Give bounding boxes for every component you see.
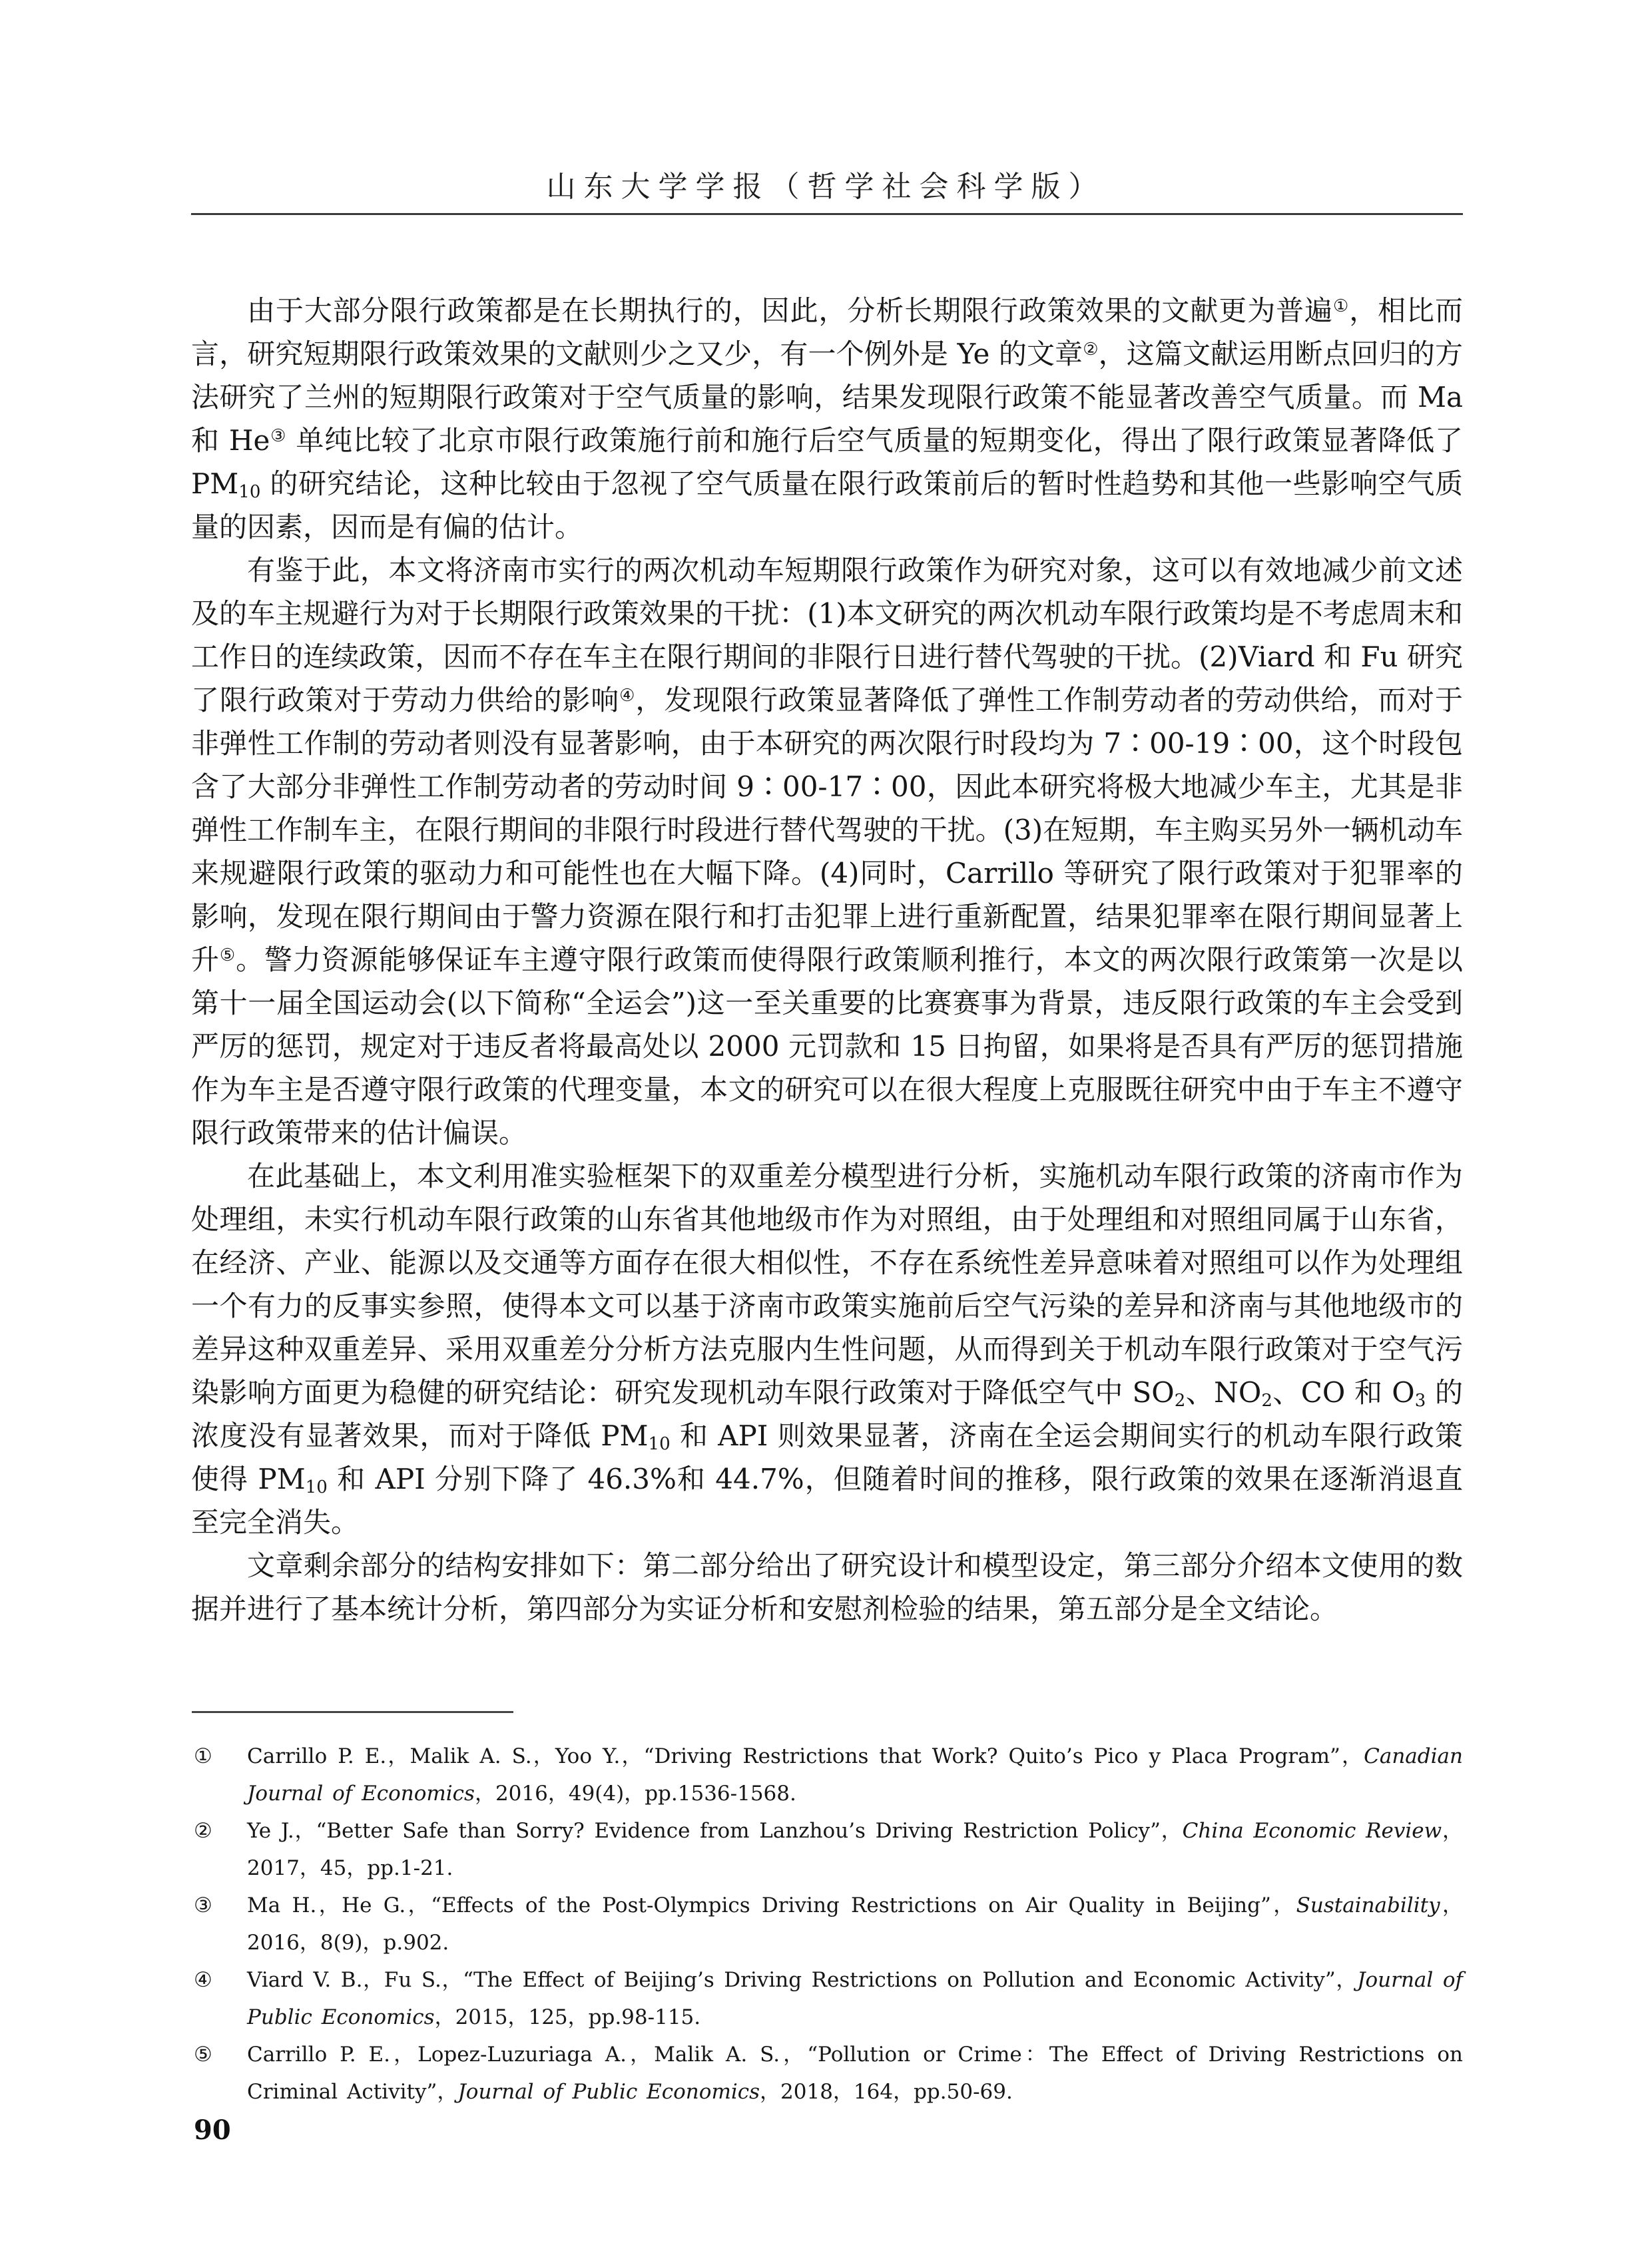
footnote-marker: ⑤: [194, 2043, 212, 2067]
footnote-text: Carrillo P. E.，Lopez-Luzuriaga A.，Malik A. S.，“Pollution or Crime：The Effect of Driving Restrictions on Criminal Activity”，Journal of Public Economics，2018，164，pp.50-69.: [247, 2043, 1463, 2104]
footnote-text: Viard V. B.，Fu S.，“The Effect of Beijing’s Driving Restrictions on Pollution and Economic Activity”，Journal of Public Economics，2015，125，pp.98-115.: [247, 1968, 1463, 2029]
paragraph-4: 文章剩余部分的结构安排如下：第二部分给出了研究设计和模型设定，第三部分介绍本文使用的数据并进行了基本统计分析，第四部分为实证分析和安慰剂检验的结果，第五部分是全文结论。: [191, 1549, 1463, 1625]
footnote-marker: ②: [194, 1819, 212, 1843]
footnote-marker: ④: [194, 1968, 212, 1992]
footnote-text: Ma H.，He G.，“Effects of the Post-Olympics Driving Restrictions on Air Quality in Beijing”，Sustainability，2016，8(9)，p.902.: [247, 1893, 1464, 1955]
paragraph-3: 在此基础上，本文利用准实验框架下的双重差分模型进行分析，实施机动车限行政策的济南市作为处理组，未实行机动车限行政策的山东省其他地级市作为对照组，由于处理组和对照组同属于山东省，在经济、产业、能源以及交通等方面存在很大相似性，不存在系统性差异意味着对照组可以作为处理组一个有力的反事实参照，使得本文可以基于济南市政策实施前后空气污染的差异和济南与其他地级市的差异这种双重差异、采用双重差分分析方法克服内生性问题，从而得到关于机动车限行政策对于空气污染影响方面更为稳健的研究结论：研究发现机动车限行政策对于降低空气中 $SO_2$、$NO_2$、CO 和 $O_3$ 的浓度没有显著效果，而对于降低 $PM_{10}$ 和 API 则效果显著，济南在全运会期间实行的机动车限行政策使得 $PM_{10}$ 和 API 分别下降了 46.3%和 44.7%，但随着时间的推移，限行政策的效果在逐渐消退直至完全消失。: [191, 1160, 1464, 1539]
footnote-text: Carrillo P. E.，Malik A. S.，Yoo Y.，“Driving Restrictions that Work? Quito’s Pico y Placa Program”，Canadian Journal of Economics，2016，49(4)，pp.1536-1568.: [247, 1744, 1463, 1806]
page-number: 90: [194, 2115, 231, 2146]
paragraph-2: 有鉴于此，本文将济南市实行的两次机动车短期限行政策作为研究对象，这可以有效地减少前文述及的车主规避行为对于长期限行政策效果的干扰：(1)本文研究的两次机动车限行政策均是不考虑周末和工作日的连续政策，因而不存在车主在限行期间的非限行日进行替代驾驶的干扰。(2)Viard 和 Fu 研究了限行政策对于劳动力供给的影响④，发现限行政策显著降低了弹性工作制劳动者的劳动供给，而对于非弹性工作制的劳动者则没有显著影响，由于本研究的两次限行时段均为 7∶00-19∶00，这个时段包含了大部分非弹性工作制劳动者的劳动时间 9∶00-17∶00，因此本研究将极大地减少车主，尤其是非弹性工作制车主，在限行期间的非限行时段进行替代驾驶的干扰。(3)在短期，车主购买另外一辆机动车来规避限行政策的驱动力和可能性也在大幅下降。(4)同时，Carrillo 等研究了限行政策对于犯罪率的影响，发现在限行期间由于警力资源在限行和打击犯罪上进行重新配置，结果犯罪率在限行期间显著上升⑤。警力资源能够保证车主遵守限行政策而使得限行政策顺利推行，本文的两次限行政策第一次是以第十一届全国运动会(以下简称“全运会”)这一至关重要的比赛赛事为背景，违反限行政策的车主会受到严厉的惩罚，规定对于违反者将最高处以 2000 元罚款和 15 日拘留，如果将是否具有严厉的惩罚措施作为车主是否遵守限行政策的代理变量，本文的研究可以在很大程度上克服既往研究中由于车主不遵守限行政策带来的估计偏误。: [191, 554, 1463, 1149]
article-body: [191, 289, 1463, 1630]
footnote-item-3: [191, 1887, 1463, 1961]
footnote-item-1: [191, 1738, 1463, 1812]
footnote-text: Ye J.，“Better Safe than Sorry? Evidence from Lanzhou’s Driving Restriction Policy”，China Economic Review，2017，45，pp.1-21.: [247, 1819, 1463, 1880]
footnote-marker: ③: [194, 1893, 212, 1917]
footnote-item-4: [191, 1961, 1463, 2036]
footnote-item-2: [191, 1812, 1463, 1887]
journal-title: 山东大学学报（哲学社会科学版）: [546, 170, 1106, 204]
footnote-divider: [192, 1711, 513, 1713]
header-divider: [191, 213, 1463, 215]
footnote-marker: ①: [194, 1744, 212, 1768]
paragraph-1: 由于大部分限行政策都是在长期执行的，因此，分析长期限行政策效果的文献更为普遍①，相比而言，研究短期限行政策效果的文献则少之又少，有一个例外是 Ye 的文章②，这篇文献运用断点回归的方法研究了兰州的短期限行政策对于空气质量的影响，结果发现限行政策不能显著改善空气质量。而 Ma 和 He③ 单纯比较了北京市限行政策施行前和施行后空气质量的短期变化，得出了限行政策显著降低了 $PM_{10}$ 的研究结论，这种比较由于忽视了空气质量在限行政策前后的暂时性趋势和其他一些影响空气质量的因素，因而是有偏的估计。: [191, 294, 1463, 543]
footnotes: [191, 1738, 1463, 2111]
footnote-item-5: [191, 2036, 1463, 2111]
